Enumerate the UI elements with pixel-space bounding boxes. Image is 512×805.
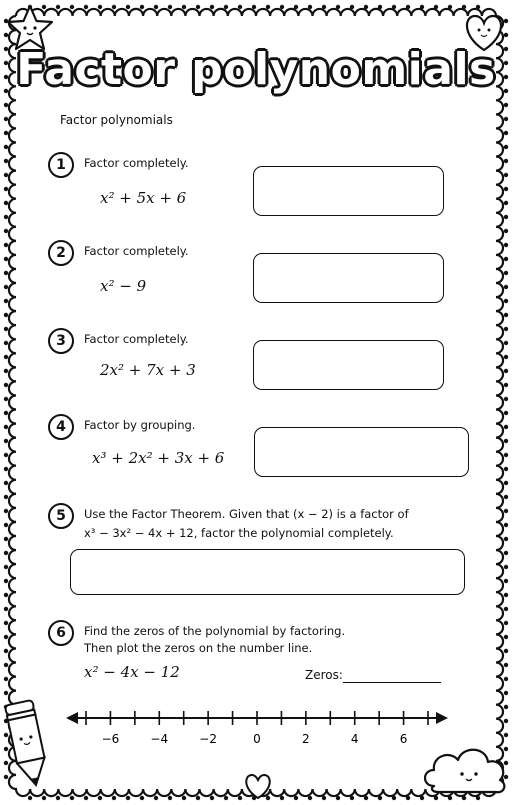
border-dot — [504, 663, 508, 667]
border-dot — [4, 453, 8, 457]
border-dot — [336, 5, 340, 9]
problem-expression: x² − 4x − 12 — [84, 663, 180, 681]
border-dot — [420, 5, 424, 9]
border-dot — [4, 775, 8, 779]
border-dot — [504, 635, 508, 639]
border-dot — [476, 796, 480, 800]
problem-expression: x² + 5x + 6 — [100, 189, 187, 207]
problem-instruction: Use the Factor Theorem. Given that (x − 2) is a factor of — [84, 507, 409, 521]
problem-instruction: Factor completely. — [84, 332, 189, 346]
problem-instruction: x³ − 3x² − 4x + 12, factor the polynomial completely. — [84, 526, 394, 540]
border-dot — [504, 691, 508, 695]
border-dot — [4, 159, 8, 163]
border-dot — [4, 481, 8, 485]
border-dot — [350, 796, 354, 800]
border-dot — [4, 747, 8, 751]
border-dot — [4, 565, 8, 569]
border-dot — [4, 33, 8, 37]
border-dot — [266, 796, 270, 800]
border-dot — [196, 796, 200, 800]
border-dot — [392, 5, 396, 9]
border-dot — [294, 796, 298, 800]
border-dot — [154, 5, 158, 9]
border-dot — [504, 299, 508, 303]
border-dot — [182, 5, 186, 9]
border-dot — [504, 327, 508, 331]
cloud-icon — [425, 750, 504, 793]
border-dot — [420, 796, 424, 800]
border-dot — [84, 796, 88, 800]
border-dot — [308, 5, 312, 9]
border-dot — [504, 383, 508, 387]
border-dot — [504, 159, 508, 163]
border-dot — [504, 453, 508, 457]
border-dot — [28, 796, 32, 800]
border-dot — [4, 369, 8, 373]
border-dot — [322, 5, 326, 9]
number-line-label: 2 — [302, 732, 310, 746]
border-dot — [504, 243, 508, 247]
problem-number: 4 — [48, 414, 74, 440]
border-dot — [504, 439, 508, 443]
border-dot — [4, 201, 8, 205]
right-arrow-icon — [436, 712, 448, 724]
problem-expression: x³ + 2x² + 3x + 6 — [92, 449, 225, 467]
border-dot — [504, 313, 508, 317]
problem-number: 2 — [48, 240, 74, 266]
border-dot — [4, 551, 8, 555]
border-dot — [504, 579, 508, 583]
border-dot — [84, 5, 88, 9]
border-dot — [504, 775, 508, 779]
border-dot — [140, 796, 144, 800]
border-dot — [392, 796, 396, 800]
border-dot — [504, 537, 508, 541]
border-dot — [504, 411, 508, 415]
border-dot — [504, 19, 508, 23]
border-dot — [210, 5, 214, 9]
number-line-label: −6 — [101, 732, 120, 746]
border-dot — [4, 663, 8, 667]
problem-instruction: Factor by grouping. — [84, 418, 196, 432]
problem-instruction: Factor completely. — [84, 244, 189, 258]
border-dot — [196, 5, 200, 9]
border-dot — [504, 593, 508, 597]
border-dot — [504, 187, 508, 191]
border-dot — [126, 796, 130, 800]
border-dot — [4, 257, 8, 261]
border-dot — [224, 5, 228, 9]
answer-box[interactable] — [70, 549, 465, 595]
border-dot — [378, 796, 382, 800]
border-dot — [4, 145, 8, 149]
border-dot — [4, 271, 8, 275]
border-dot — [238, 5, 242, 9]
problem-instruction: Then plot the zeros on the number line. — [84, 641, 313, 655]
border-dot — [42, 5, 46, 9]
border-dot — [4, 733, 8, 737]
border-dot — [308, 796, 312, 800]
border-dot — [168, 796, 172, 800]
border-dot — [294, 5, 298, 9]
page-title: Factor polynomials — [16, 44, 496, 95]
border-dot — [4, 509, 8, 513]
border-dot — [504, 621, 508, 625]
number-line-label: −4 — [150, 732, 169, 746]
border-dot — [70, 5, 74, 9]
border-dot — [56, 796, 60, 800]
border-dot — [280, 796, 284, 800]
border-dot — [504, 215, 508, 219]
number-line-label: 4 — [350, 732, 359, 746]
border-dot — [504, 719, 508, 723]
border-dot — [4, 621, 8, 625]
border-dot — [4, 411, 8, 415]
border-dot — [70, 796, 74, 800]
border-dot — [504, 131, 508, 135]
border-dot — [4, 299, 8, 303]
border-dot — [336, 796, 340, 800]
border-dot — [504, 397, 508, 401]
border-dot — [4, 537, 8, 541]
border-dot — [322, 796, 326, 800]
border-dot — [378, 5, 382, 9]
border-dot — [4, 383, 8, 387]
border-dot — [238, 796, 242, 800]
border-dot — [504, 565, 508, 569]
border-dot — [4, 495, 8, 499]
border-dot — [504, 705, 508, 709]
left-arrow-icon — [66, 712, 78, 724]
border-dot — [504, 145, 508, 149]
border-dot — [210, 796, 214, 800]
zeros-label: Zeros: — [305, 668, 343, 682]
problem-number: 3 — [48, 328, 74, 354]
border-dot — [280, 5, 284, 9]
border-dot — [434, 5, 438, 9]
border-dot — [4, 439, 8, 443]
border-dot — [504, 761, 508, 765]
border-dot — [4, 397, 8, 401]
border-dot — [4, 103, 8, 107]
border-dot — [4, 313, 8, 317]
border-dot — [504, 649, 508, 653]
border-dot — [504, 509, 508, 513]
border-dot — [4, 607, 8, 611]
border-dot — [4, 355, 8, 359]
border-dot — [4, 285, 8, 289]
border-dot — [98, 796, 102, 800]
number-line[interactable] — [64, 705, 450, 751]
border-dot — [406, 5, 410, 9]
problem-expression: 2x² + 7x + 3 — [100, 361, 196, 379]
border-dot — [4, 649, 8, 653]
border-dot — [504, 607, 508, 611]
border-dot — [154, 796, 158, 800]
border-dot — [504, 425, 508, 429]
border-dot — [504, 481, 508, 485]
border-dot — [224, 796, 228, 800]
border-dot — [182, 796, 186, 800]
border-dot — [504, 747, 508, 751]
border-dot — [476, 5, 480, 9]
border-dot — [4, 677, 8, 681]
border-dot — [462, 5, 466, 9]
border-dot — [4, 173, 8, 177]
border-dot — [504, 355, 508, 359]
border-dot — [112, 5, 116, 9]
zeros-answer-line[interactable] — [343, 682, 441, 683]
number-line-label: 6 — [399, 732, 408, 746]
worksheet-subtitle: Factor polynomials — [60, 113, 173, 127]
border-dot — [4, 579, 8, 583]
border-dot — [504, 677, 508, 681]
border-dot — [4, 187, 8, 191]
problem-expression: x² − 9 — [100, 277, 147, 295]
border-dot — [462, 796, 466, 800]
border-dot — [504, 271, 508, 275]
border-dot — [4, 635, 8, 639]
problem-number: 1 — [48, 152, 74, 178]
border-dot — [4, 215, 8, 219]
border-dot — [4, 341, 8, 345]
border-dot — [504, 117, 508, 121]
border-dot — [504, 173, 508, 177]
border-dot — [504, 201, 508, 205]
border-dot — [504, 551, 508, 555]
border-dot — [434, 796, 438, 800]
problem-instruction: Find the zeros of the polynomial by factoring. — [84, 624, 346, 638]
answer-box[interactable] — [253, 166, 444, 216]
border-dot — [4, 761, 8, 765]
border-dot — [504, 341, 508, 345]
answer-box[interactable] — [253, 340, 444, 390]
border-dot — [504, 495, 508, 499]
number-line-label: 0 — [253, 732, 261, 746]
border-dot — [504, 523, 508, 527]
border-dot — [4, 229, 8, 233]
border-dot — [4, 117, 8, 121]
border-dot — [4, 327, 8, 331]
border-dot — [4, 593, 8, 597]
answer-box[interactable] — [254, 427, 469, 477]
border-dot — [4, 243, 8, 247]
border-dot — [504, 467, 508, 471]
border-dot — [504, 285, 508, 289]
border-dot — [98, 5, 102, 9]
border-dot — [504, 733, 508, 737]
problem-number: 5 — [48, 503, 74, 529]
border-dot — [504, 369, 508, 373]
border-dot — [252, 5, 256, 9]
border-dot — [448, 5, 452, 9]
border-dot — [504, 257, 508, 261]
problem-number: 6 — [48, 620, 74, 646]
number-line-label: −2 — [199, 732, 217, 746]
border-dot — [42, 796, 46, 800]
border-dot — [4, 467, 8, 471]
border-dot — [168, 5, 172, 9]
answer-box[interactable] — [253, 253, 444, 303]
border-dot — [504, 229, 508, 233]
border-dot — [504, 103, 508, 107]
border-dot — [364, 796, 368, 800]
border-dot — [4, 131, 8, 135]
border-dot — [4, 523, 8, 527]
border-dot — [448, 796, 452, 800]
border-dot — [126, 5, 130, 9]
border-dot — [112, 796, 116, 800]
border-dot — [266, 5, 270, 9]
border-dot — [364, 5, 368, 9]
border-dot — [4, 691, 8, 695]
border-dot — [350, 5, 354, 9]
problem-instruction: Factor completely. — [84, 156, 189, 170]
border-dot — [406, 796, 410, 800]
border-dot — [140, 5, 144, 9]
border-dot — [56, 5, 60, 9]
border-dot — [4, 425, 8, 429]
border-dot — [504, 33, 508, 37]
